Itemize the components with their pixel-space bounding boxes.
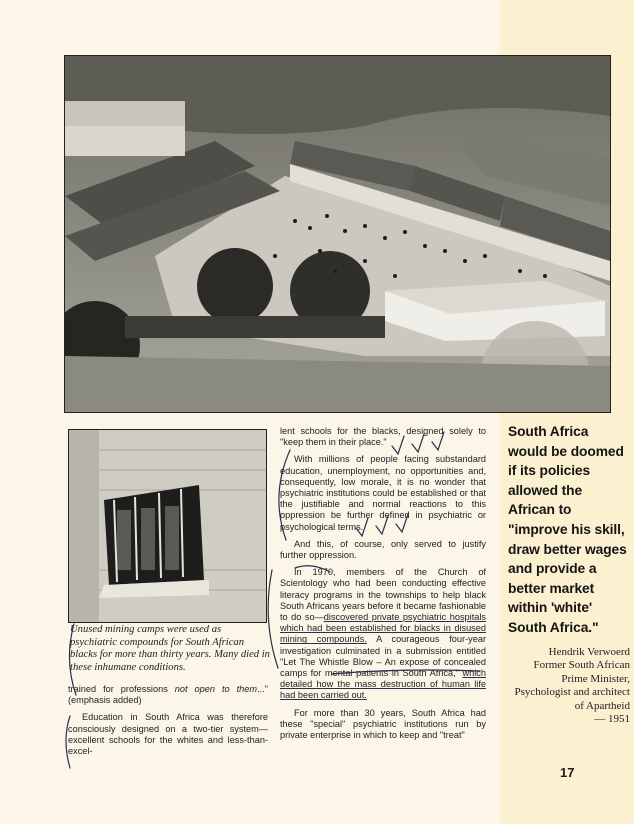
left-p1-text: trained for professions (68, 684, 175, 694)
page-number: 17 (560, 765, 575, 780)
mid-paragraph-4 (280, 567, 486, 701)
pull-quote-block (508, 422, 630, 727)
photo-caption: Unused mining camps were used as psychiatric compounds for South African blacks for more than thirty years. Many died in these inhumane conditions. (70, 624, 270, 673)
middle-text-column (280, 426, 486, 747)
left-paragraph-2: Education in South Africa was therefore consciously designed on a two-tier system—excellent schools for the whites and less-than-excel- (68, 712, 268, 757)
left-p1-italic: not open to them (174, 684, 258, 694)
mid-p4-text-2: A courageous four-year investigation culminated in a submission entitled "Let The Whistle Blow – An expose of concealed camps for mental patients in South Africa," (280, 634, 486, 679)
mid-paragraph-2: With millions of people facing substandard education, unemployment, no opportunities and, consequently, low morale, it is no wonder that psychiatric institutions could be established or that the justifiable and normal reactions to this oppression be further defined in psychiatric or psychological terms. (280, 454, 486, 532)
mid-p4-text: In 1970, members of the Church of Scientology who had been conducting effective literacy programs in the townships to help black South Africans years before it became fashionable to do so— (280, 567, 486, 623)
attribution-year: — 1951 (594, 713, 630, 726)
mid-p4-underlined-1: discovered private psychiatric hospitals which had been established for blacks in disused mining compounds. (280, 612, 486, 645)
mid-paragraph-5: For more than 30 years, South Africa had these "special" psychiatric institutions run by private enterprise in which to keep and "treat" (280, 707, 486, 741)
aerial-photo-illustration (65, 56, 610, 412)
left-p1-tail: ..." (emphasis added) (68, 684, 268, 706)
window-photo-illustration (69, 430, 266, 622)
barred-window-photo (68, 429, 267, 623)
mid-paragraph-1: lent schools for the blacks, designed solely to "keep them in their place." (280, 426, 486, 448)
left-paragraph-1 (68, 684, 268, 706)
attribution-name: Hendrik Verwoerd (548, 645, 630, 658)
pull-quote-attribution (508, 646, 630, 727)
aerial-photo-of-compound (64, 55, 611, 413)
pull-quote: South Africa would be doomed if its policies allowed the African to "improve his skill, draw better wages and provide a better market within 'white' South Africa." (508, 424, 627, 635)
attribution-title: Former South African Prime Minister, Psychologist and architect of Apartheid (514, 659, 630, 712)
left-text-column (68, 684, 268, 763)
mid-p4-underlined-2: which detailed how the mass destruction of human life had been carried out. (280, 668, 486, 701)
mid-paragraph-3: And this, of course, only served to justify further oppression. (280, 538, 486, 561)
